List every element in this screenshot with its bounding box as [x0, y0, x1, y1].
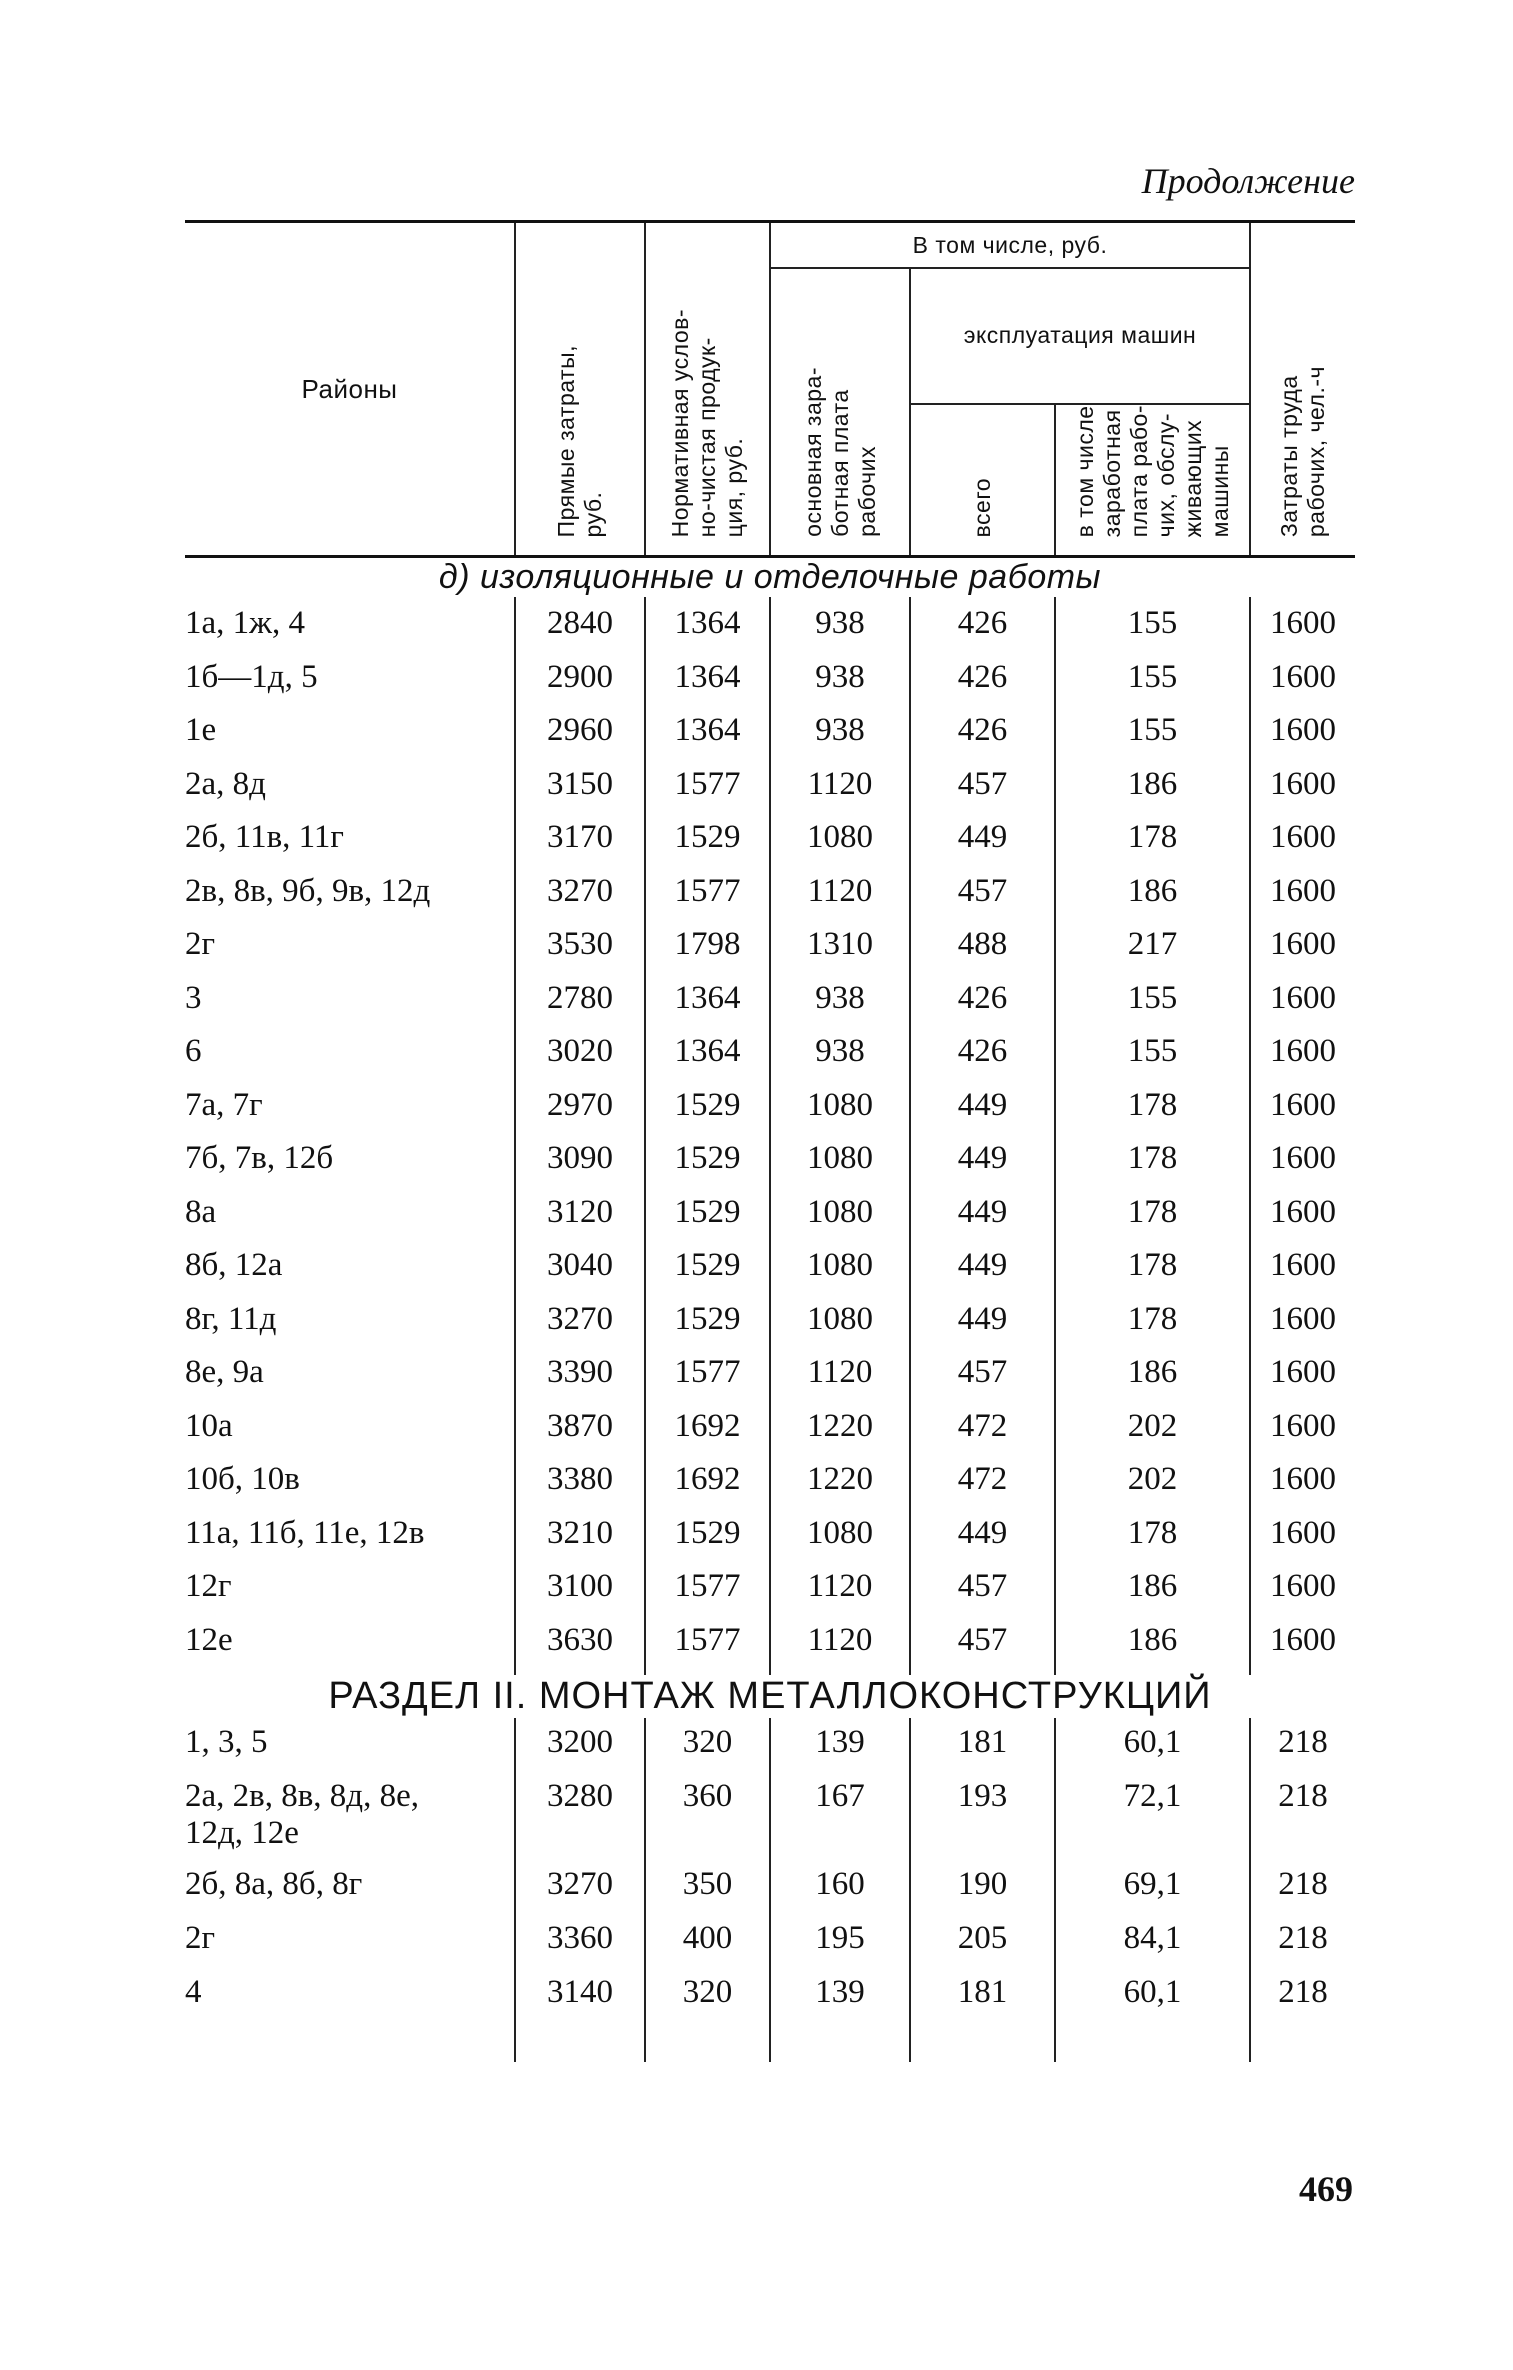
machine-total-cell: 426 — [910, 704, 1055, 758]
table-row — [185, 1507, 1355, 1561]
district-cell: 8г, 11д — [185, 1300, 277, 1337]
machine-wages-cell: 69,1 — [1055, 1860, 1250, 1914]
machine-wages-cell: 84,1 — [1055, 1914, 1250, 1968]
labor-cell: 1600 — [1250, 1025, 1355, 1079]
machine-wages-cell: 178 — [1055, 1186, 1250, 1240]
machine-total-cell: 449 — [910, 811, 1055, 865]
direct-costs-cell: 3870 — [515, 1400, 645, 1454]
labor-cell: 1600 — [1250, 1293, 1355, 1347]
base-wages-cell: 1120 — [770, 758, 910, 812]
cost-table-page — [185, 220, 1355, 2062]
labor-cell: 1600 — [1250, 1560, 1355, 1614]
labor-cell: 1600 — [1250, 1079, 1355, 1133]
section-2-title: РАЗДЕЛ II. МОНТАЖ МЕТАЛЛОКОНСТРУКЦИЙ — [328, 1675, 1212, 1717]
labor-cell: 1600 — [1250, 918, 1355, 972]
labor-cell: 1600 — [1250, 1132, 1355, 1186]
header-including-group — [770, 222, 1250, 269]
normative-output-cell: 1529 — [645, 811, 770, 865]
direct-costs-cell: 3170 — [515, 811, 645, 865]
machine-wages-cell: 178 — [1055, 811, 1250, 865]
labor-cell: 1600 — [1250, 758, 1355, 812]
machine-total-cell: 426 — [910, 1025, 1055, 1079]
labor-cell: 1600 — [1250, 1400, 1355, 1454]
table-row — [185, 1346, 1355, 1400]
base-wages-cell: 1080 — [770, 1186, 910, 1240]
district-cell: 10б, 10в — [185, 1461, 300, 1498]
spacer-cell — [910, 1667, 1055, 1675]
table-row — [185, 1718, 1355, 1772]
direct-costs-cell: 3270 — [515, 1860, 645, 1914]
machine-total-cell: 426 — [910, 651, 1055, 705]
base-wages-cell: 938 — [770, 1025, 910, 1079]
header-including-group-label: В том числе, руб. — [912, 231, 1108, 258]
table-spacer-row — [185, 1667, 1355, 1675]
base-wages-cell: 1120 — [770, 865, 910, 919]
header-base-wages-label: основная зара- ботная плата рабочих — [799, 367, 880, 537]
district-cell: 3 — [185, 979, 202, 1016]
machine-total-cell: 181 — [910, 1718, 1055, 1772]
direct-costs-cell: 3090 — [515, 1132, 645, 1186]
table-row — [185, 758, 1355, 812]
direct-costs-cell: 3360 — [515, 1914, 645, 1968]
normative-output-cell: 1529 — [645, 1186, 770, 1240]
machine-wages-cell: 155 — [1055, 704, 1250, 758]
district-cell: 2г — [185, 926, 216, 963]
direct-costs-cell: 3280 — [515, 1772, 645, 1860]
labor-cell: 1600 — [1250, 1239, 1355, 1293]
machine-total-cell: 193 — [910, 1772, 1055, 1860]
labor-cell: 1600 — [1250, 972, 1355, 1026]
district-cell: 1а, 1ж, 4 — [185, 605, 305, 642]
district-cell: 8е, 9а — [185, 1354, 264, 1391]
table-row — [185, 811, 1355, 865]
machine-wages-cell: 186 — [1055, 1346, 1250, 1400]
direct-costs-cell: 3040 — [515, 1239, 645, 1293]
header-normative-output-label: Нормативная услов- но-чистая продук- ция, руб. — [667, 308, 747, 537]
table-row — [185, 1400, 1355, 1454]
direct-costs-cell: 3140 — [515, 1968, 645, 2022]
district-cell: 2а, 2в, 8в, 8д, 8е, 12д, 12е — [185, 1778, 419, 1851]
machine-wages-cell: 178 — [1055, 1132, 1250, 1186]
direct-costs-cell: 3100 — [515, 1560, 645, 1614]
normative-output-cell: 1364 — [645, 972, 770, 1026]
machine-total-cell: 472 — [910, 1453, 1055, 1507]
direct-costs-cell: 2900 — [515, 651, 645, 705]
table-row — [185, 704, 1355, 758]
district-cell: 12г — [185, 1568, 232, 1605]
district-cell: 2а, 8д — [185, 765, 266, 802]
labor-cell: 218 — [1250, 1860, 1355, 1914]
base-wages-cell: 938 — [770, 597, 910, 651]
base-wages-cell: 938 — [770, 651, 910, 705]
base-wages-cell: 160 — [770, 1860, 910, 1914]
table-row — [185, 1293, 1355, 1347]
machine-wages-cell: 186 — [1055, 1614, 1250, 1668]
header-direct-costs — [515, 222, 645, 557]
district-cell: 12е — [185, 1621, 233, 1658]
normative-output-cell: 1364 — [645, 704, 770, 758]
header-labor — [1250, 222, 1355, 557]
machine-wages-cell: 60,1 — [1055, 1968, 1250, 2022]
machine-total-cell: 488 — [910, 918, 1055, 972]
direct-costs-cell: 3270 — [515, 865, 645, 919]
direct-costs-cell: 3020 — [515, 1025, 645, 1079]
machine-total-cell: 472 — [910, 1400, 1055, 1454]
machine-wages-cell: 178 — [1055, 1293, 1250, 1347]
labor-cell: 1600 — [1250, 1614, 1355, 1668]
base-wages-cell: 1120 — [770, 1560, 910, 1614]
table-row — [185, 1914, 1355, 1968]
base-wages-cell: 1080 — [770, 1132, 910, 1186]
base-wages-cell: 1080 — [770, 1079, 910, 1133]
direct-costs-cell: 3120 — [515, 1186, 645, 1240]
normative-output-cell: 1577 — [645, 758, 770, 812]
district-cell: 2б, 11в, 11г — [185, 819, 344, 856]
table-row — [185, 1560, 1355, 1614]
machine-total-cell: 190 — [910, 1860, 1055, 1914]
table-row — [185, 1614, 1355, 1668]
machine-total-cell: 457 — [910, 1560, 1055, 1614]
machine-wages-cell: 178 — [1055, 1507, 1250, 1561]
base-wages-cell: 938 — [770, 704, 910, 758]
header-district-label: Районы — [301, 373, 398, 404]
district-cell: 11а, 11б, 11е, 12в — [185, 1514, 425, 1551]
base-wages-cell: 1120 — [770, 1614, 910, 1668]
spacer-cell — [1055, 2022, 1250, 2062]
header-direct-costs-label: Прямые затраты, руб. — [553, 344, 606, 537]
normative-output-cell: 1364 — [645, 651, 770, 705]
header-machine-total — [910, 404, 1055, 557]
table-spacer-row — [185, 2022, 1355, 2062]
labor-cell: 1600 — [1250, 597, 1355, 651]
base-wages-cell: 1220 — [770, 1453, 910, 1507]
table-row — [185, 1453, 1355, 1507]
machine-wages-cell: 202 — [1055, 1400, 1250, 1454]
table-row — [185, 1968, 1355, 2022]
normative-output-cell: 350 — [645, 1860, 770, 1914]
direct-costs-cell: 2960 — [515, 704, 645, 758]
direct-costs-cell: 3380 — [515, 1453, 645, 1507]
header-district — [185, 222, 515, 557]
table-row — [185, 651, 1355, 705]
cost-table — [185, 220, 1355, 2062]
direct-costs-cell: 2840 — [515, 597, 645, 651]
normative-output-cell: 1577 — [645, 865, 770, 919]
table-row — [185, 1860, 1355, 1914]
table-row — [185, 918, 1355, 972]
base-wages-cell: 938 — [770, 972, 910, 1026]
labor-cell: 1600 — [1250, 704, 1355, 758]
direct-costs-cell: 3390 — [515, 1346, 645, 1400]
district-cell: 8б, 12а — [185, 1247, 283, 1284]
normative-output-cell: 1364 — [645, 1025, 770, 1079]
machine-wages-cell: 155 — [1055, 1025, 1250, 1079]
header-machine-total-label: всего — [969, 477, 995, 537]
normative-output-cell: 1577 — [645, 1560, 770, 1614]
machine-wages-cell: 202 — [1055, 1453, 1250, 1507]
machine-total-cell: 449 — [910, 1079, 1055, 1133]
base-wages-cell: 139 — [770, 1718, 910, 1772]
machine-total-cell: 426 — [910, 597, 1055, 651]
machine-total-cell: 449 — [910, 1132, 1055, 1186]
labor-cell: 218 — [1250, 1914, 1355, 1968]
machine-total-cell: 205 — [910, 1914, 1055, 1968]
machine-wages-cell: 60,1 — [1055, 1718, 1250, 1772]
table-row — [185, 1239, 1355, 1293]
machine-total-cell: 457 — [910, 1346, 1055, 1400]
district-cell: 2г — [185, 1920, 216, 1956]
section-2-body — [185, 1675, 1355, 2062]
spacer-cell — [1250, 2022, 1355, 2062]
base-wages-cell: 139 — [770, 1968, 910, 2022]
base-wages-cell: 1080 — [770, 811, 910, 865]
machine-total-cell: 449 — [910, 1239, 1055, 1293]
machine-wages-cell: 178 — [1055, 1239, 1250, 1293]
spacer-cell — [645, 1667, 770, 1675]
normative-output-cell: 1529 — [645, 1132, 770, 1186]
direct-costs-cell: 3630 — [515, 1614, 645, 1668]
machine-wages-cell: 72,1 — [1055, 1772, 1250, 1860]
header-machine-group-label: эксплуатация машин — [963, 322, 1197, 349]
district-cell: 7а, 7г — [185, 1086, 263, 1123]
spacer-cell — [515, 2022, 645, 2062]
direct-costs-cell: 3270 — [515, 1293, 645, 1347]
machine-total-cell: 457 — [910, 758, 1055, 812]
machine-wages-cell: 186 — [1055, 865, 1250, 919]
table-row — [185, 1025, 1355, 1079]
district-cell: 8а — [185, 1193, 217, 1230]
table-row — [185, 1772, 1355, 1860]
spacer-cell — [910, 2022, 1055, 2062]
section-d-title: д) изоляционные и отделочные работы — [438, 558, 1102, 596]
district-cell: 1, 3, 5 — [185, 1724, 268, 1760]
base-wages-cell: 167 — [770, 1772, 910, 1860]
labor-cell: 1600 — [1250, 1186, 1355, 1240]
machine-wages-cell: 155 — [1055, 597, 1250, 651]
direct-costs-cell: 3210 — [515, 1507, 645, 1561]
table-row — [185, 1079, 1355, 1133]
labor-cell: 1600 — [1250, 651, 1355, 705]
machine-wages-cell: 155 — [1055, 651, 1250, 705]
header-machine-wages — [1055, 404, 1250, 557]
labor-cell: 1600 — [1250, 811, 1355, 865]
machine-wages-cell: 155 — [1055, 972, 1250, 1026]
base-wages-cell: 1080 — [770, 1293, 910, 1347]
machine-total-cell: 457 — [910, 865, 1055, 919]
header-machine-wages-label: в том числе заработная плата рабо- чих, обслу- живающих машины — [1071, 404, 1233, 537]
labor-cell: 218 — [1250, 1718, 1355, 1772]
table-row — [185, 597, 1355, 651]
header-machine-group — [910, 268, 1250, 404]
machine-total-cell: 449 — [910, 1293, 1055, 1347]
labor-cell: 1600 — [1250, 1453, 1355, 1507]
normative-output-cell: 1364 — [645, 597, 770, 651]
normative-output-cell: 320 — [645, 1968, 770, 2022]
header-normative-output — [645, 222, 770, 557]
table-row — [185, 1132, 1355, 1186]
machine-total-cell: 449 — [910, 1186, 1055, 1240]
base-wages-cell: 1310 — [770, 918, 910, 972]
direct-costs-cell: 3200 — [515, 1718, 645, 1772]
machine-total-cell: 449 — [910, 1507, 1055, 1561]
normative-output-cell: 1529 — [645, 1507, 770, 1561]
section-d-body — [185, 558, 1355, 1675]
base-wages-cell: 195 — [770, 1914, 910, 1968]
normative-output-cell: 1798 — [645, 918, 770, 972]
machine-total-cell: 426 — [910, 972, 1055, 1026]
base-wages-cell: 1080 — [770, 1507, 910, 1561]
machine-total-cell: 181 — [910, 1968, 1055, 2022]
spacer-cell — [1055, 1667, 1250, 1675]
labor-cell: 1600 — [1250, 1346, 1355, 1400]
page-number: 469 — [1299, 2169, 1353, 2209]
normative-output-cell: 360 — [645, 1772, 770, 1860]
district-cell: 4 — [185, 1974, 202, 2010]
spacer-cell — [185, 2022, 515, 2062]
district-cell: 2в, 8в, 9б, 9в, 12д — [185, 872, 431, 909]
district-cell: 1б—1д, 5 — [185, 658, 318, 695]
machine-wages-cell: 186 — [1055, 1560, 1250, 1614]
machine-total-cell: 457 — [910, 1614, 1055, 1668]
table-row — [185, 1186, 1355, 1240]
header-base-wages — [770, 268, 910, 557]
district-cell: 6 — [185, 1033, 202, 1070]
labor-cell: 1600 — [1250, 865, 1355, 919]
spacer-cell — [770, 2022, 910, 2062]
spacer-cell — [1250, 1667, 1355, 1675]
base-wages-cell: 1080 — [770, 1239, 910, 1293]
labor-cell: 1600 — [1250, 1507, 1355, 1561]
normative-output-cell: 1577 — [645, 1614, 770, 1668]
machine-wages-cell: 186 — [1055, 758, 1250, 812]
labor-cell: 218 — [1250, 1968, 1355, 2022]
spacer-cell — [770, 1667, 910, 1675]
direct-costs-cell: 3530 — [515, 918, 645, 972]
normative-output-cell: 320 — [645, 1718, 770, 1772]
direct-costs-cell: 2780 — [515, 972, 645, 1026]
normative-output-cell: 1529 — [645, 1293, 770, 1347]
district-cell: 10а — [185, 1407, 233, 1444]
machine-wages-cell: 217 — [1055, 918, 1250, 972]
normative-output-cell: 400 — [645, 1914, 770, 1968]
spacer-cell — [515, 1667, 645, 1675]
table-row — [185, 865, 1355, 919]
base-wages-cell: 1120 — [770, 1346, 910, 1400]
table-row — [185, 972, 1355, 1026]
district-cell: 2б, 8а, 8б, 8г — [185, 1866, 363, 1902]
normative-output-cell: 1529 — [645, 1239, 770, 1293]
normative-output-cell: 1692 — [645, 1400, 770, 1454]
normative-output-cell: 1529 — [645, 1079, 770, 1133]
labor-cell: 218 — [1250, 1772, 1355, 1860]
normative-output-cell: 1577 — [645, 1346, 770, 1400]
header-labor-label: Затраты труда рабочих, чел.-ч — [1276, 365, 1329, 537]
direct-costs-cell: 3150 — [515, 758, 645, 812]
district-cell: 1е — [185, 712, 217, 749]
machine-wages-cell: 178 — [1055, 1079, 1250, 1133]
direct-costs-cell: 2970 — [515, 1079, 645, 1133]
continuation-label: Продолжение — [1141, 161, 1355, 201]
base-wages-cell: 1220 — [770, 1400, 910, 1454]
spacer-cell — [645, 2022, 770, 2062]
normative-output-cell: 1692 — [645, 1453, 770, 1507]
district-cell: 7б, 7в, 12б — [185, 1140, 334, 1177]
spacer-cell — [185, 1667, 515, 1675]
